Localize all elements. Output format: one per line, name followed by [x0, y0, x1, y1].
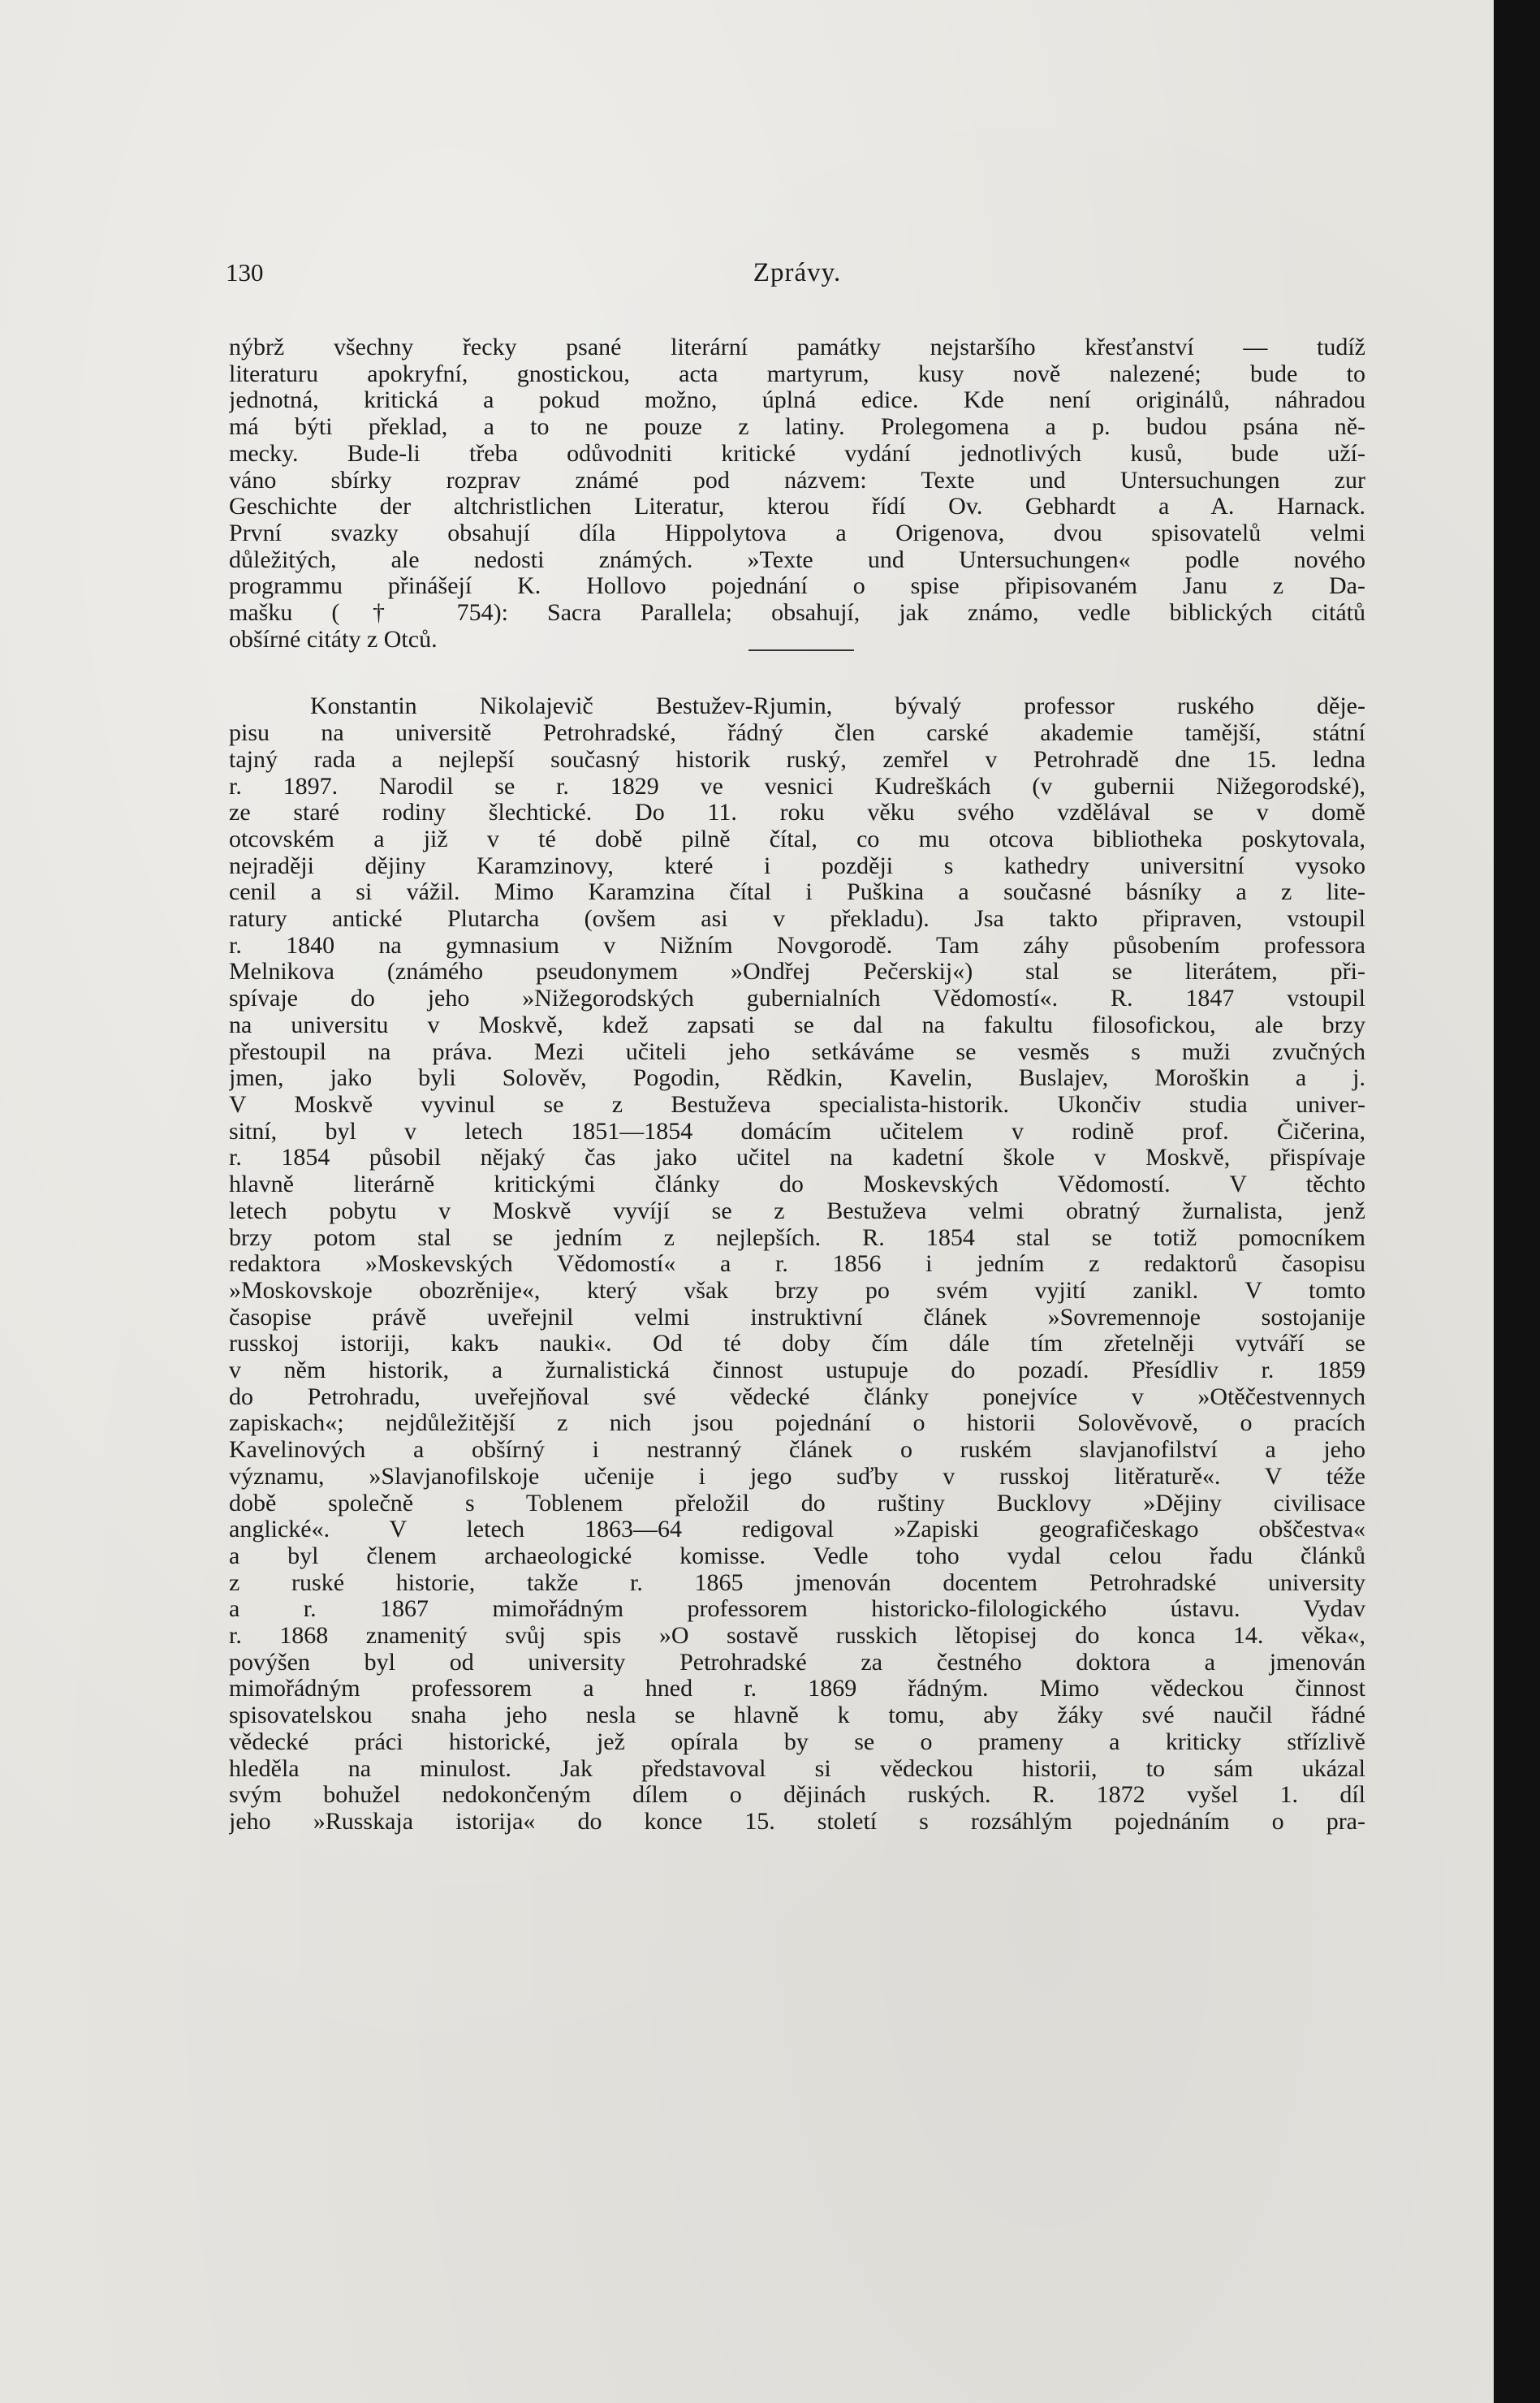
text-line: cenil a si vážil. Mimo Karamzina čítal i Puškina a současné básníky a z lite-	[229, 879, 1365, 906]
text-line: hleděla na minulost. Jak představoval si vědeckou historii, to sám ukázal	[229, 1755, 1365, 1782]
page-header	[226, 258, 1365, 292]
text-line: a byl členem archaeologické komisse. Vedle toho vydal celou řadu článků	[229, 1542, 1365, 1569]
text-line: spisovatelskou snaha jeho nesla se hlavně k tomu, aby žáky své naučil řádné	[229, 1702, 1365, 1729]
running-title: Zprávy.	[753, 258, 842, 287]
text-line: r. 1868 znamenitý svůj spis »O sostavě russkich lětopisej do konca 14. věka«,	[229, 1623, 1365, 1650]
text-line: r. 1897. Narodil se r. 1829 ve vesnici Kudreškách (v gubernii Nižegorodské),	[229, 773, 1365, 800]
text-line: mašku († 754): Sacra Parallela; obsahují, jak známo, vedle biblických citátů	[229, 600, 1365, 627]
text-line: spívaje do jeho »Nižegorodských gubernialních Vědomostí«. R. 1847 vstoupil	[229, 986, 1365, 1012]
text-line: v něm historik, a žurnalistická činnost ustupuje do pozadí. Přesídliv r. 1859	[229, 1357, 1365, 1384]
page-number: 130	[226, 258, 264, 287]
text-line: svým bohužel nedokončeným dílem o dějinách ruských. R. 1872 vyšel 1. díl	[229, 1782, 1365, 1809]
paragraph-1-end	[229, 627, 1365, 654]
text-line: jednotná, kritická a pokud možno, úplná edice. Kde není originálů, náhradou	[229, 387, 1365, 414]
section-separator-rule	[748, 649, 854, 651]
text-line: nýbrž všechny řecky psané literární památky nejstaršího křesťanství — tudíž	[229, 334, 1365, 360]
text-line: russkoj istoriji, kakъ nauki«. Od té doby čím dále tím zřetelněji vytváří se	[229, 1331, 1365, 1357]
text-line: Konstantin Nikolajevič Bestužev-Rjumin, bývalý professor ruského děje-	[310, 693, 1365, 720]
text-line: r. 1854 působil nějaký čas jako učitel na kadetní škole v Moskvě, přispívaje	[229, 1145, 1365, 1171]
text-line: ze staré rodiny šlechtické. Do 11. roku věku svého vzdělával se v domě	[229, 800, 1365, 826]
scan-edge-border	[1494, 0, 1540, 2403]
text-line: do Petrohradu, uveřejňoval své vědecké články ponejvíce v »Otěčestvennych	[229, 1383, 1365, 1410]
text-line: na universitu v Moskvě, kdež zapsati se dal na fakultu filosofickou, ale brzy	[229, 1012, 1365, 1038]
page-text-block	[226, 258, 1365, 1836]
text-line: Geschichte der altchristlichen Literatur, kterou řídí Ov. Gebhardt a A. Harnack.	[229, 494, 1365, 520]
text-line: V Moskvě vyvinul se z Bestuževa specialista-historik. Ukončiv studia univer-	[229, 1091, 1365, 1118]
text-line: době společně s Toblenem přeložil do ruštiny Bucklovy »Dějiny civilisace	[229, 1490, 1365, 1516]
text-line: a r. 1867 mimořádným professorem historicko-filologického ústavu. Vydav	[229, 1596, 1365, 1623]
text-line: jmen, jako byli Solověv, Pogodin, Rědkin, Kavelin, Buslajev, Moroškin a j.	[229, 1065, 1365, 1092]
text-line: programmu přinášejí K. Hollovo pojednání o spise připisovaném Janu z Da-	[229, 573, 1365, 600]
text-line: má býti překlad, a to ne pouze z latiny. Prolegomena a p. budou psána ně-	[229, 414, 1365, 441]
text-line: Kavelinových a obšírný i nestranný článek o ruském slavjanofilství a jeho	[229, 1437, 1365, 1464]
text-line: časopise právě uveřejnil velmi instruktivní článek »Sovremennoje sostojanije	[229, 1304, 1365, 1331]
text-line: váno sbírky rozprav známé pod názvem: Texte und Untersuchungen zur	[229, 467, 1365, 494]
text-line: nejraději dějiny Karamzinovy, které i později s kathedry universitní vysoko	[229, 852, 1365, 879]
text-line: mecky. Bude-li třeba odůvodniti kritické vydání jednotlivých kusů, bude uží-	[229, 440, 1365, 467]
text-line: tajný rada a nejlepší současný historik ruský, zemřel v Petrohradě dne 15. ledna	[229, 746, 1365, 773]
text-line: »Moskovskoje obozrěnije«, který však brzy po svém vyjití zanikl. V tomto	[229, 1277, 1365, 1304]
text-line: obšírné citáty z Otců.	[229, 626, 438, 653]
text-line: letech pobytu v Moskvě vyvíjí se z Bestuževa velmi obratný žurnalista, jenž	[229, 1197, 1365, 1224]
text-line: brzy potom stal se jedním z nejlepších. R. 1854 stal se totiž pomocníkem	[229, 1224, 1365, 1251]
text-line: anglické«. V letech 1863—64 redigoval »Zapiski geografičeskago obščestva«	[229, 1516, 1365, 1543]
text-line: hlavně literárně kritickými články do Moskevských Vědomostí. V těchto	[229, 1171, 1365, 1198]
text-line: důležitých, ale nedosti známých. »Texte und Untersuchungen« podle nového	[229, 546, 1365, 573]
text-line: pisu na universitě Petrohradské, řádný člen carské akademie tamější, státní	[229, 720, 1365, 747]
text-line: redaktora »Moskevských Vědomostí« a r. 1856 i jedním z redaktorů časopisu	[229, 1251, 1365, 1278]
text-line: sitní, byl v letech 1851—1854 domácím učitelem v rodině prof. Čičerina,	[229, 1118, 1365, 1145]
text-line: otcovském a již v té době pilně čítal, co mu otcova bibliotheka poskytovala,	[229, 826, 1365, 852]
paragraph-1	[229, 334, 1365, 653]
text-line: vědecké práci historické, jež opírala by se o prameny a kriticky střízlivě	[229, 1728, 1365, 1755]
text-line: První svazky obsahují díla Hippolytova a Origenova, dvou spisovatelů velmi	[229, 520, 1365, 546]
text-line: významu, »Slavjanofilskoje učenije i jego suďby v russkoj litěraturě«. V téže	[229, 1463, 1365, 1490]
text-line: z ruské historie, takže r. 1865 jmenován docentem Petrohradské university	[229, 1569, 1365, 1596]
text-line: zapiskach«; nejdůležitější z nich jsou pojednání o historii Solověvově, o pracích	[229, 1410, 1365, 1437]
text-line: r. 1840 na gymnasium v Nižním Novgorodě. Tam záhy působením professora	[229, 932, 1365, 959]
text-line: povýšen byl od university Petrohradské za čestného doktora a jmenován	[229, 1649, 1365, 1676]
text-line: mimořádným professorem a hned r. 1869 řádným. Mimo vědeckou činnost	[229, 1676, 1365, 1702]
paragraph-gap	[229, 653, 1365, 693]
text-line: přestoupil na práva. Mezi učiteli jeho setkáváme se vesměs s muži zvučných	[229, 1038, 1365, 1065]
text-line: Melnikova (známého pseudonymem »Ondřej Pečerskij«) stal se literátem, při-	[229, 959, 1365, 986]
text-line: jeho »Russkaja istorija« do konce 15. století s rozsáhlým pojednáním o pra-	[229, 1808, 1365, 1835]
text-line: literaturu apokryfní, gnostickou, acta martyrum, kusy nově nalezené; bude to	[229, 360, 1365, 387]
paragraph-2	[229, 693, 1365, 1835]
text-line: ratury antické Plutarcha (ovšem asi v překladu). Jsa takto připraven, vstoupil	[229, 906, 1365, 933]
